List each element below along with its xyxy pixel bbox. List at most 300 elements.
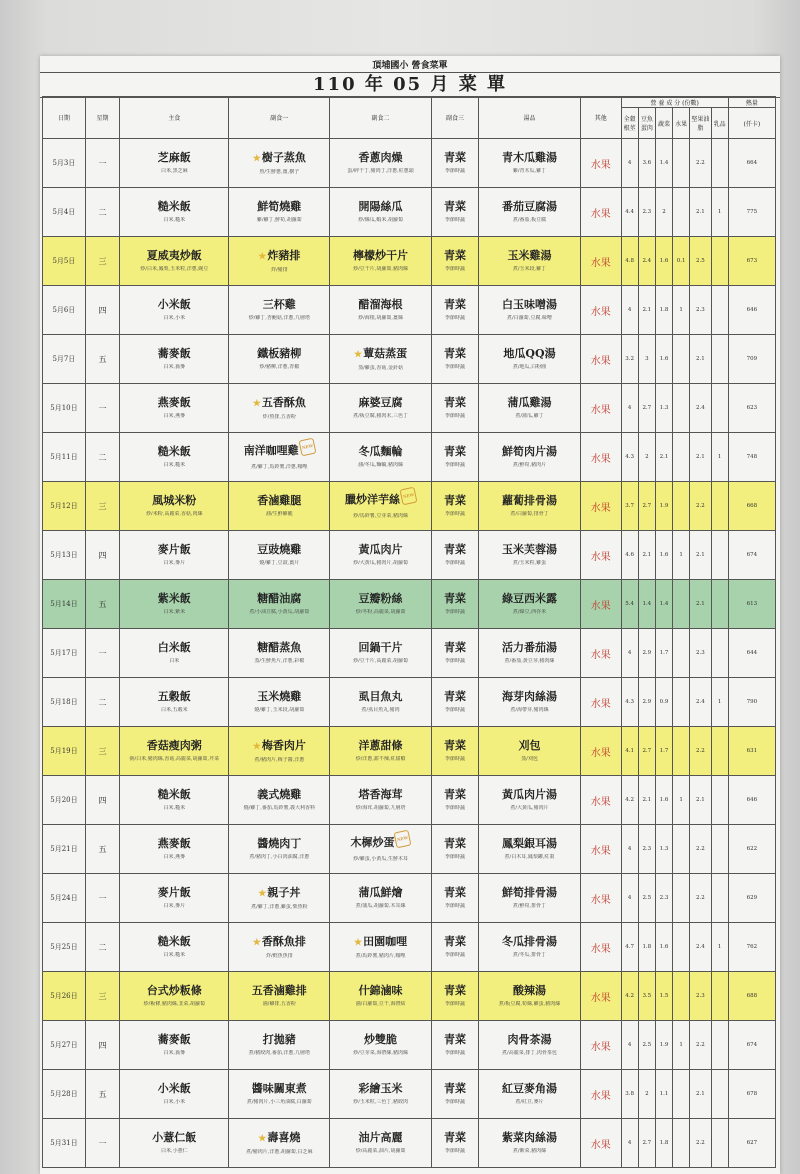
- row-side3: [431, 923, 478, 972]
- nutrition-value: 4: [621, 286, 638, 335]
- side2-dish: 虱目魚丸: [358, 690, 403, 703]
- side2-ingredients: 炒/洋蔥,甜不辣,紅甜椒: [355, 756, 406, 762]
- menu-table: [42, 96, 776, 1168]
- menu-row: [43, 776, 776, 825]
- side2-dish: 洋蔥甜條: [358, 739, 403, 752]
- col-main: 主食: [120, 97, 229, 139]
- row-main: [120, 188, 229, 237]
- nutrition-value: [711, 1070, 728, 1119]
- row-side3: [431, 139, 478, 188]
- row-weekday: 三: [85, 727, 119, 776]
- side2-dish: 炒雙脆: [364, 1033, 398, 1046]
- nutrition-value: 1.8: [638, 923, 655, 972]
- row-fruit: 水果: [580, 1021, 621, 1070]
- row-main: [120, 335, 229, 384]
- col-fruit: 水果: [673, 108, 690, 139]
- side2-dish: 什錦滷味: [358, 984, 403, 997]
- row-side3: [431, 286, 478, 335]
- soup-dish: 蘿蔔排骨湯: [501, 494, 557, 507]
- row-weekday: 二: [85, 188, 119, 237]
- soup-ingredients: 煮/白蘿蔔,豆腐,味噌: [507, 315, 552, 321]
- row-weekday: 一: [85, 139, 119, 188]
- side3-ingredients: 季節時蔬: [445, 952, 466, 958]
- row-side2: [330, 1119, 432, 1168]
- nutrition-value: [673, 678, 690, 727]
- side2-dish: 香蔥肉燥: [358, 151, 403, 164]
- row-main: [120, 1119, 229, 1168]
- menu-row: [43, 139, 776, 188]
- star-icon: ★: [354, 349, 363, 360]
- col-side1: 副食一: [229, 97, 330, 139]
- side2-ingredients: 炒/冬粉,高麗菜,胡蘿蔔: [355, 609, 406, 615]
- nutrition-value: [673, 1119, 690, 1168]
- main-dish: 白米飯: [157, 641, 191, 654]
- row-soup: [479, 188, 581, 237]
- soup-dish: 白玉味噌湯: [501, 298, 557, 311]
- soup-ingredients: 煮/大黃瓜,豬肉片: [510, 805, 549, 811]
- row-soup: [479, 1070, 581, 1119]
- side3-ingredients: 季節時蔬: [445, 903, 466, 909]
- star-icon: ★: [252, 741, 261, 752]
- main-dish: 小米飯: [157, 298, 191, 311]
- nutrition-value: [673, 972, 690, 1021]
- side3-ingredients: 季節時蔬: [445, 658, 466, 664]
- nutrition-value: 2.2: [690, 1119, 711, 1168]
- nutrition-value: 1: [711, 923, 728, 972]
- main-ingredients: 白米,蕎麥: [163, 1050, 186, 1056]
- row-fruit: 水果: [580, 972, 621, 1021]
- row-soup: [479, 139, 581, 188]
- nutrition-value: 2.4: [690, 923, 711, 972]
- nutrition-value: 1.7: [655, 629, 672, 678]
- row-side2: [330, 1070, 432, 1119]
- side2-dish: 冬瓜麵輪: [358, 445, 403, 458]
- row-side1: [229, 629, 330, 678]
- nutrition-value: 0.1: [673, 237, 690, 286]
- row-soup: [479, 1021, 581, 1070]
- nutrition-value: 3.5: [638, 972, 655, 1021]
- side3-ingredients: 季節時蔬: [445, 413, 466, 419]
- side3-ingredients: 季節時蔬: [445, 1001, 466, 1007]
- menu-row: [43, 188, 776, 237]
- menu-row: [43, 1021, 776, 1070]
- side1-ingredients: 燒/雞丁,番茄,馬鈴薯,義大利香料: [243, 805, 316, 811]
- row-side1: [229, 384, 330, 433]
- nutrition-value: 2.5: [638, 1021, 655, 1070]
- new-badge-icon: NEW: [394, 829, 412, 848]
- nutrition-value: 4: [621, 1119, 638, 1168]
- main-dish: 夏威夷炒飯: [146, 249, 202, 262]
- side2-ingredients: 煮/蒲瓜,胡蘿蔔,木耳絲: [355, 903, 406, 909]
- row-fruit: 水果: [580, 874, 621, 923]
- row-side1: [229, 335, 330, 384]
- row-main: [120, 384, 229, 433]
- side1-dish: 南洋咖哩雞: [243, 443, 299, 457]
- side2-dish: 麻婆豆腐: [358, 396, 403, 409]
- nutrition-value: 2.1: [690, 531, 711, 580]
- nutrition-value: [673, 825, 690, 874]
- row-fruit: 水果: [580, 923, 621, 972]
- side1-dish: 糖醋油腐: [257, 592, 302, 605]
- row-main: [120, 286, 229, 335]
- side3-dish: 青菜: [444, 739, 467, 752]
- soup-ingredients: 煮/板豆腐,筍絲,雞蛋,豬肉絲: [498, 1001, 561, 1007]
- row-calories: 709: [728, 335, 775, 384]
- soup-ingredients: 雞/青木瓜,雞丁: [512, 168, 547, 174]
- row-side3: [431, 531, 478, 580]
- row-weekday: 一: [85, 874, 119, 923]
- row-main: [120, 825, 229, 874]
- row-fruit: 水果: [580, 335, 621, 384]
- row-date: 5月3日: [43, 139, 86, 188]
- soup-dish: 鮮筍排骨湯: [501, 886, 557, 899]
- row-side1: [229, 776, 330, 825]
- row-side1: [229, 1021, 330, 1070]
- side1-ingredients: 煮/雞丁,洋蔥,雞蛋,柴魚粉: [251, 903, 308, 910]
- nutrition-value: 1: [673, 1021, 690, 1070]
- row-side3: [431, 384, 478, 433]
- row-date: 5月25日: [43, 923, 86, 972]
- row-date: 5月14日: [43, 580, 86, 629]
- side1-dish: 醬味關東煮: [251, 1082, 307, 1095]
- nutrition-value: 2.7: [638, 482, 655, 531]
- soup-ingredients: 煮/玉米段,雞丁: [512, 266, 547, 272]
- row-side3: [431, 188, 478, 237]
- row-soup: [479, 335, 581, 384]
- side3-ingredients: 季節時蔬: [445, 560, 466, 566]
- nutrition-value: 4.4: [621, 188, 638, 237]
- star-icon: ★: [252, 398, 261, 409]
- side3-dish: 青菜: [444, 690, 467, 703]
- nutrition-value: 2.3: [638, 825, 655, 874]
- row-main: [120, 629, 229, 678]
- nutrition-value: 4: [621, 1021, 638, 1070]
- row-side1: [229, 433, 330, 482]
- side2-ingredients: 煮/馬鈴薯,豬肉片,咖哩: [355, 952, 406, 959]
- row-soup: [479, 286, 581, 335]
- side1-dish: 香酥魚排: [261, 934, 306, 948]
- main-dish: 糙米飯: [157, 445, 191, 458]
- row-soup: [479, 923, 581, 972]
- side2-dish: 回鍋干片: [358, 641, 403, 654]
- soup-dish: 青木瓜雞湯: [501, 151, 557, 164]
- nutrition-value: 1.4: [655, 139, 672, 188]
- main-dish: 芝麻飯: [157, 151, 191, 164]
- nutrition-value: 1.3: [655, 384, 672, 433]
- main-dish: 小米飯: [157, 1082, 191, 1095]
- nutrition-value: 2.1: [690, 335, 711, 384]
- menu-row: [43, 678, 776, 727]
- row-soup: [479, 972, 581, 1021]
- soup-dish: 活力番茄湯: [501, 641, 557, 654]
- menu-row: [43, 531, 776, 580]
- nutrition-value: 1.6: [655, 923, 672, 972]
- row-side1: [229, 188, 330, 237]
- nutrition-value: 4: [621, 139, 638, 188]
- row-weekday: 五: [85, 1070, 119, 1119]
- side3-dish: 青菜: [444, 886, 467, 899]
- menu-row: [43, 335, 776, 384]
- soup-ingredients: 煮/高麗菜,排丁,肉骨茶包: [502, 1050, 557, 1056]
- row-calories: 613: [728, 580, 775, 629]
- soup-dish: 紫菜肉絲湯: [501, 1131, 557, 1144]
- menu-row: [43, 482, 776, 531]
- side1-ingredients: 滷/生鮮雞腿: [265, 511, 293, 517]
- main-ingredients: 白米,小米: [163, 315, 186, 321]
- row-side3: [431, 874, 478, 923]
- menu-row: [43, 825, 776, 874]
- row-calories: 673: [728, 237, 775, 286]
- side2-dish: 蕈菇蒸蛋: [363, 346, 408, 360]
- row-weekday: 四: [85, 286, 119, 335]
- side3-ingredients: 季節時蔬: [445, 462, 466, 468]
- row-weekday: 二: [85, 678, 119, 727]
- row-soup: [479, 678, 581, 727]
- row-side3: [431, 972, 478, 1021]
- main-ingredients: 白米,糙米: [163, 462, 186, 468]
- side1-ingredients: 炸/魚排,五香粉: [262, 413, 296, 420]
- row-main: [120, 482, 229, 531]
- row-side2: [330, 286, 432, 335]
- row-main: [120, 580, 229, 629]
- row-side1: [229, 580, 330, 629]
- side1-ingredients: 炒/雞丁,杏鮑菇,洋蔥,九層塔: [248, 315, 311, 321]
- side1-ingredients: 炒/豬柳,洋蔥,青椒: [259, 364, 300, 370]
- soup-ingredients: 煮/鮮筍,排骨丁: [512, 903, 547, 909]
- row-side2: [330, 678, 432, 727]
- side3-ingredients: 季節時蔬: [445, 217, 466, 223]
- nutrition-value: 1: [711, 678, 728, 727]
- nutrition-value: 4.8: [621, 237, 638, 286]
- soup-ingredients: 煮/鮮筍,豬肉片: [512, 462, 547, 468]
- nutrition-value: [673, 1070, 690, 1119]
- row-side2: [330, 1021, 432, 1070]
- nutrition-value: 4: [621, 825, 638, 874]
- main-ingredients: 白米,燕麥: [163, 854, 186, 860]
- row-main: [120, 776, 229, 825]
- row-date: 5月5日: [43, 237, 86, 286]
- nutrition-value: [711, 384, 728, 433]
- nutrition-value: 2.1: [690, 776, 711, 825]
- side2-ingredients: 炒/豆干片,高麗菜,胡蘿蔔: [353, 658, 408, 664]
- row-date: 5月11日: [43, 433, 86, 482]
- side3-dish: 青菜: [444, 788, 467, 801]
- main-dish: 蕎麥飯: [157, 1033, 191, 1046]
- side3-dish: 青菜: [444, 445, 467, 458]
- row-soup: [479, 727, 581, 776]
- row-weekday: 五: [85, 580, 119, 629]
- nutrition-value: 4.7: [621, 923, 638, 972]
- nutrition-value: 1.8: [655, 1119, 672, 1168]
- col-side3: 副食三: [431, 97, 478, 139]
- row-main: [120, 531, 229, 580]
- side3-dish: 青菜: [444, 543, 467, 556]
- row-fruit: 水果: [580, 482, 621, 531]
- soup-ingredients: 煮/番茄,黃豆芽,豬肉絲: [504, 658, 555, 664]
- soup-ingredients: 煮/白木耳,鳳梨罐,紅棗: [504, 854, 555, 860]
- row-weekday: 一: [85, 384, 119, 433]
- row-soup: [479, 384, 581, 433]
- row-weekday: 三: [85, 972, 119, 1021]
- side3-dish: 青菜: [444, 1033, 467, 1046]
- main-dish: 香菇瘦肉粥: [146, 739, 202, 752]
- side2-ingredients: 炒/豆干片,胡蘿蔔,豬肉絲: [353, 266, 408, 272]
- nutrition-value: 2: [655, 188, 672, 237]
- side1-ingredients: 燒/雞丁,豆豉,薑片: [259, 560, 300, 566]
- side3-dish: 青菜: [444, 935, 467, 948]
- row-weekday: 五: [85, 825, 119, 874]
- main-ingredients: 白米,蕎麥: [163, 364, 186, 370]
- side1-dish: 糖醋蒸魚: [257, 641, 302, 654]
- row-side3: [431, 237, 478, 286]
- row-main: [120, 874, 229, 923]
- nutrition-value: 2.9: [638, 629, 655, 678]
- row-weekday: 一: [85, 629, 119, 678]
- nutrition-value: 2.9: [638, 678, 655, 727]
- side2-dish: 木樨炒蛋: [350, 835, 395, 849]
- side2-dish: 蒲瓜鮮燴: [358, 886, 403, 899]
- nutrition-value: [711, 776, 728, 825]
- nutrition-value: 1.8: [655, 286, 672, 335]
- col-veg: 蔬菜: [655, 108, 672, 139]
- row-side3: [431, 629, 478, 678]
- row-soup: [479, 482, 581, 531]
- row-calories: 622: [728, 825, 775, 874]
- row-side2: [330, 776, 432, 825]
- row-side3: [431, 678, 478, 727]
- nutrition-value: [711, 1021, 728, 1070]
- side3-ingredients: 季節時蔬: [445, 315, 466, 321]
- row-fruit: 水果: [580, 1070, 621, 1119]
- nutrition-value: 4.3: [621, 678, 638, 727]
- nutrition-value: [711, 237, 728, 286]
- side3-ingredients: 季節時蔬: [445, 805, 466, 811]
- col-milk: 乳品: [711, 108, 728, 139]
- nutrition-value: 4.3: [621, 433, 638, 482]
- soup-dish: 玉米芙蓉湯: [501, 543, 557, 556]
- side1-ingredients: 煮/豬肉片,梅子醬,洋蔥: [254, 756, 305, 763]
- soup-ingredients: 煮/冬瓜,排骨丁: [512, 952, 547, 958]
- nutrition-value: 2.1: [638, 286, 655, 335]
- main-ingredients: 白米,紫米: [163, 609, 186, 615]
- nutrition-value: 1.1: [655, 1070, 672, 1119]
- row-main: [120, 139, 229, 188]
- row-soup: [479, 531, 581, 580]
- nutrition-value: 2.7: [638, 727, 655, 776]
- nutrition-value: 1: [711, 188, 728, 237]
- row-fruit: 水果: [580, 727, 621, 776]
- row-date: 5月12日: [43, 482, 86, 531]
- main-ingredients: 白米,燕麥: [163, 413, 186, 419]
- nutrition-value: [711, 1119, 728, 1168]
- nutrition-value: 2.3: [655, 874, 672, 923]
- side2-ingredients: 滷/白蘿蔔,豆干,海帶結: [355, 1001, 406, 1007]
- row-side2: [330, 139, 432, 188]
- main-ingredients: 白米: [169, 658, 180, 664]
- row-calories: 668: [728, 482, 775, 531]
- main-dish: 糙米飯: [157, 200, 191, 213]
- nutrition-value: [673, 188, 690, 237]
- row-soup: [479, 825, 581, 874]
- row-soup: [479, 629, 581, 678]
- main-ingredients: 炒/米粉,高麗菜,香菇,肉絲: [146, 511, 203, 517]
- col-oil: 堅果油脂: [690, 108, 711, 139]
- nutrition-value: 2.1: [690, 433, 711, 482]
- main-ingredients: 白米,五穀米: [160, 707, 188, 713]
- menu-row: [43, 580, 776, 629]
- side2-dish: 彩繪玉米: [358, 1082, 403, 1095]
- nutrition-value: 2.3: [690, 629, 711, 678]
- row-side3: [431, 482, 478, 531]
- row-date: 5月10日: [43, 384, 86, 433]
- main-ingredients: 炒/粄條,豬肉絲,韭菜,胡蘿蔔: [143, 1001, 206, 1007]
- nutrition-value: 2.1: [638, 776, 655, 825]
- row-side2: [330, 923, 432, 972]
- side1-ingredients: 燒/雞丁,玉米段,胡蘿蔔: [254, 707, 305, 713]
- side1-dish: 鮮筍燒雞: [257, 200, 302, 213]
- soup-dish: 鳳梨銀耳湯: [501, 837, 557, 850]
- side1-dish: 三杯雞: [262, 298, 296, 311]
- menu-row: [43, 1070, 776, 1119]
- nutrition-value: 4.2: [621, 776, 638, 825]
- row-side3: [431, 335, 478, 384]
- main-ingredients: 炒/白米,鳳梨,玉米粒,洋蔥,豌豆: [140, 266, 209, 272]
- col-nutrition: 營 養 成 分 (份數): [621, 97, 728, 108]
- side3-dish: 青菜: [444, 249, 467, 262]
- side2-dish: 開陽絲瓜: [358, 200, 403, 213]
- menu-row: [43, 874, 776, 923]
- side3-ingredients: 季節時蔬: [445, 1099, 466, 1105]
- nutrition-value: 2: [638, 1070, 655, 1119]
- main-ingredients: 白米,麥片: [163, 560, 186, 566]
- row-fruit: 水果: [580, 139, 621, 188]
- side2-dish: 黃瓜肉片: [358, 543, 403, 556]
- row-date: 5月27日: [43, 1021, 86, 1070]
- soup-dish: 地瓜QQ湯: [503, 347, 556, 360]
- row-side3: [431, 433, 478, 482]
- menu-row: [43, 384, 776, 433]
- row-date: 5月17日: [43, 629, 86, 678]
- nutrition-value: 2.1: [638, 531, 655, 580]
- row-calories: 775: [728, 188, 775, 237]
- main-ingredients: 白米,糙米: [163, 952, 186, 958]
- new-badge-icon: NEW: [298, 437, 316, 456]
- side1-dish: 五香滷雞排: [251, 984, 307, 997]
- side1-dish: 玉米燒雞: [257, 690, 302, 703]
- side3-ingredients: 季節時蔬: [445, 707, 466, 713]
- side3-dish: 青菜: [444, 151, 467, 164]
- menu-row: [43, 972, 776, 1021]
- col-date: 日期: [43, 97, 86, 139]
- main-ingredients: 白米,小薏仁: [160, 1148, 188, 1154]
- nutrition-value: [711, 139, 728, 188]
- nutrition-value: 4: [621, 874, 638, 923]
- row-side2: [330, 188, 432, 237]
- side2-ingredients: 炒/雞蛋,小黃瓜,生鮮木耳: [353, 855, 408, 862]
- soup-ingredients: 煮/番茄,板豆腐: [512, 217, 547, 223]
- col-side2: 副食二: [330, 97, 432, 139]
- row-soup: [479, 1119, 581, 1168]
- row-calories: 644: [728, 629, 775, 678]
- new-badge-icon: NEW: [399, 486, 417, 505]
- side3-ingredients: 季節時蔬: [445, 609, 466, 615]
- row-side1: [229, 237, 330, 286]
- side2-ingredients: 炒/高麗菜,油片,胡蘿蔔: [355, 1148, 406, 1154]
- row-date: 5月13日: [43, 531, 86, 580]
- row-weekday: 二: [85, 923, 119, 972]
- menu-title: 110 年 05 月 菜 單: [40, 72, 780, 98]
- side1-dish: 醬燒肉丁: [257, 837, 302, 850]
